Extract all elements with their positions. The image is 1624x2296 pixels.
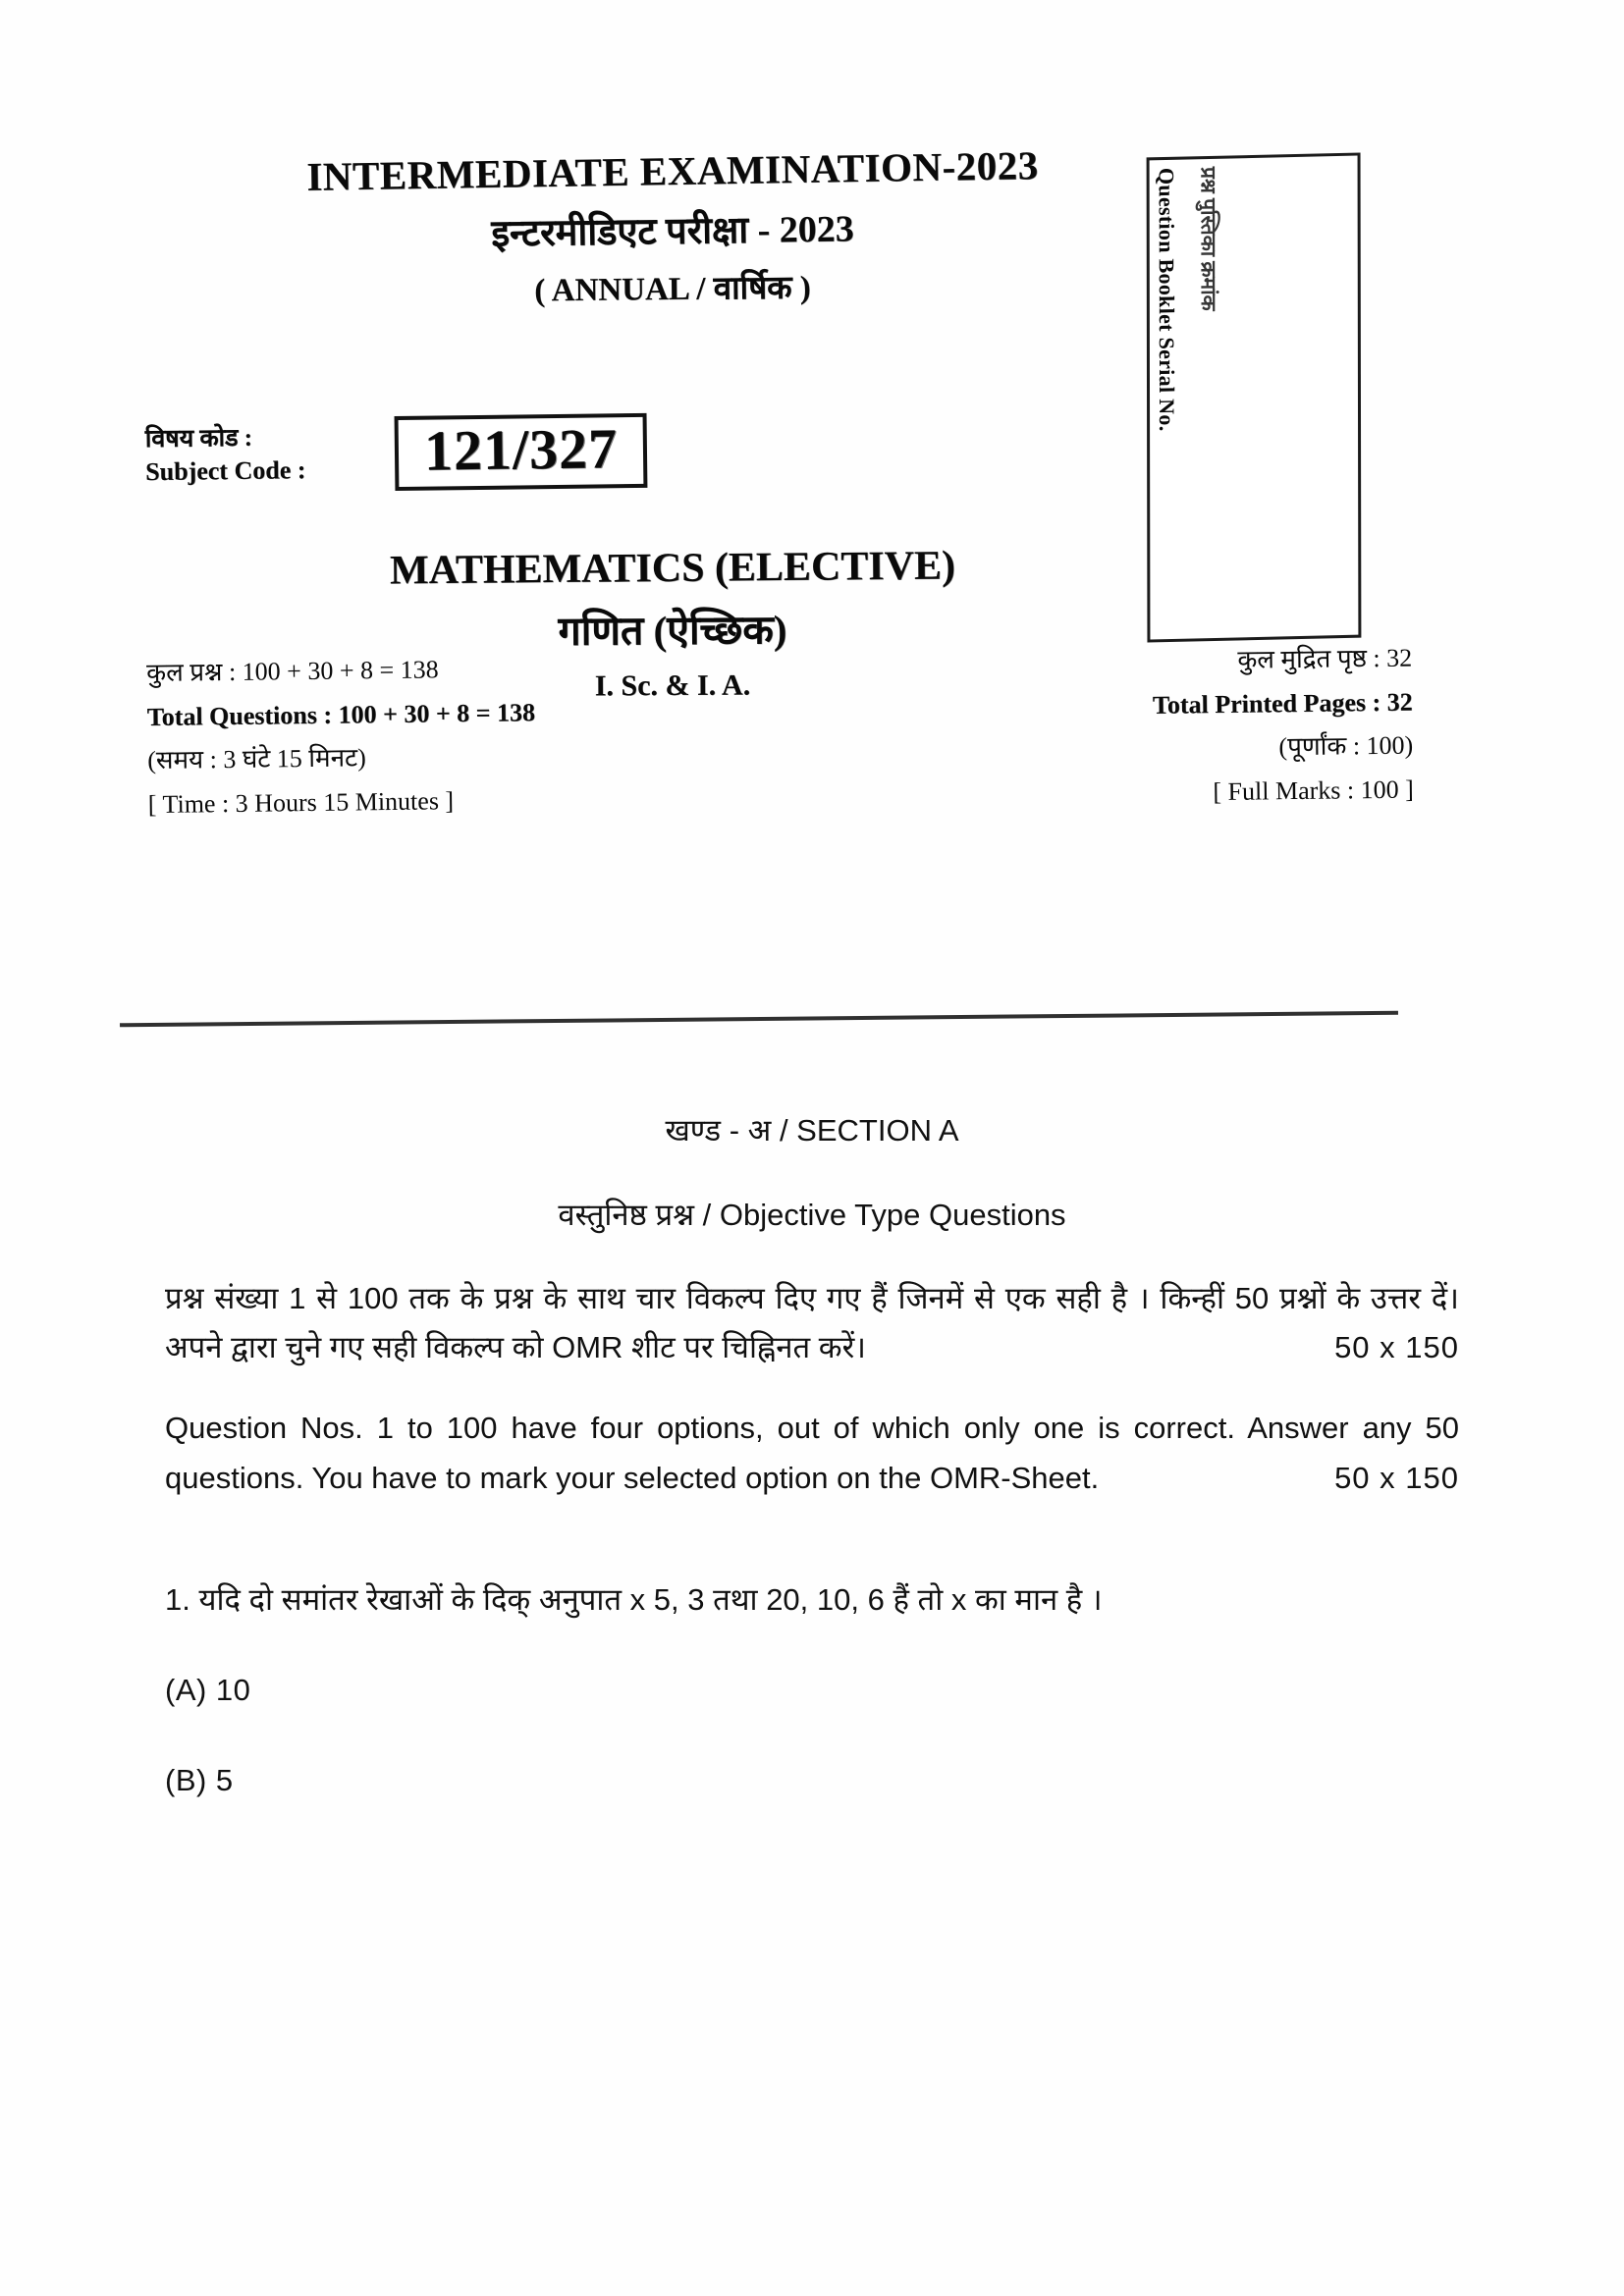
subject-name-english: MATHEMATICS (ELECTIVE) bbox=[389, 543, 956, 594]
subject-code-row bbox=[145, 413, 648, 495]
instruction-hindi-text: प्रश्न संख्या 1 से 100 तक के प्रश्न के साथ चार विकल्प दिए गए हैं जिनमें से एक सही है । किन्हीं 50 प्रश्नों के उत्तर दें। अपने द्वारा चुने गए सही विकल्प को OMR शीट पर चिह्निनत करें। bbox=[165, 1281, 1459, 1365]
subject-code-value: 121/327 bbox=[423, 416, 619, 483]
exam-time-hindi: (समय : 3 घंटे 15 मिनट) bbox=[147, 743, 366, 775]
serial-label-hindi: प्रश्न पुस्तिका क्रमांक bbox=[1196, 166, 1220, 311]
section-a-body bbox=[0, 1109, 1624, 1806]
question-item bbox=[165, 1575, 1459, 1806]
stream-label: I. Sc. & I. A. bbox=[594, 668, 751, 703]
instruction-english-text: Question Nos. 1 to 100 have four options, out of which only one is correct. Answer any 50 questions. You have to mark your selected option on the OMR-Sheet. bbox=[165, 1411, 1459, 1495]
question-1-text: 1. यदि दो समांतर रेखाओं के दिक् अनुपात x 5, 3 तथा 20, 10, 6 हैं तो x का मान है । bbox=[165, 1581, 1103, 1617]
exam-meta-block bbox=[0, 643, 1624, 844]
exam-mode-label: ( ANNUAL / वार्षिक ) bbox=[534, 270, 811, 309]
question-1-option-a[interactable]: (A) 10 bbox=[165, 1673, 251, 1708]
subject-code-labels bbox=[145, 420, 392, 490]
question-1-option-b[interactable]: (B) 5 bbox=[165, 1763, 234, 1798]
exam-meta-right-column bbox=[862, 637, 1414, 820]
printed-pages-hindi: कुल मुद्रित पृष्ठ : 32 bbox=[1237, 643, 1413, 674]
instruction-english-marks: 50 x 150 bbox=[1334, 1460, 1459, 1495]
instruction-hindi bbox=[165, 1274, 1459, 1372]
printed-pages-english: Total Printed Pages : 32 bbox=[1152, 687, 1413, 720]
exam-title-hindi: इन्टरमीडिएट परीक्षा - 2023 bbox=[491, 208, 855, 255]
section-subheading: वस्तुनिष्ठ प्रश्न / Objective Type Questions bbox=[558, 1198, 1066, 1232]
header-divider bbox=[120, 1011, 1398, 1027]
subject-code-label-hindi: विषय कोड : bbox=[144, 424, 253, 454]
question-booklet-serial-box bbox=[1147, 152, 1362, 642]
exam-title-english: INTERMEDIATE EXAMINATION-2023 bbox=[306, 142, 1039, 199]
subject-code-label-english: Subject Code : bbox=[145, 455, 306, 487]
total-questions-english: Total Questions : 100 + 30 + 8 = 138 bbox=[146, 697, 536, 731]
full-marks-hindi: (पूर्णांक : 100) bbox=[1278, 731, 1414, 762]
section-heading: खण्ड - अ / SECTION A bbox=[665, 1113, 959, 1148]
subject-name-hindi: गणित (ऐच्छिक) bbox=[558, 607, 787, 654]
exam-meta-left-column bbox=[146, 644, 796, 828]
full-marks-english: [ Full Marks : 100 ] bbox=[1213, 774, 1414, 807]
instruction-english bbox=[165, 1404, 1459, 1502]
total-questions-hindi: कुल प्रश्न : 100 + 30 + 8 = 138 bbox=[146, 655, 439, 688]
subject-code-box bbox=[395, 413, 648, 491]
serial-label-english: Question Booklet Serial No. bbox=[1154, 167, 1180, 432]
instruction-hindi-marks: 50 x 150 bbox=[1334, 1330, 1459, 1365]
exam-time-english: [ Time : 3 Hours 15 Minutes ] bbox=[147, 786, 455, 820]
